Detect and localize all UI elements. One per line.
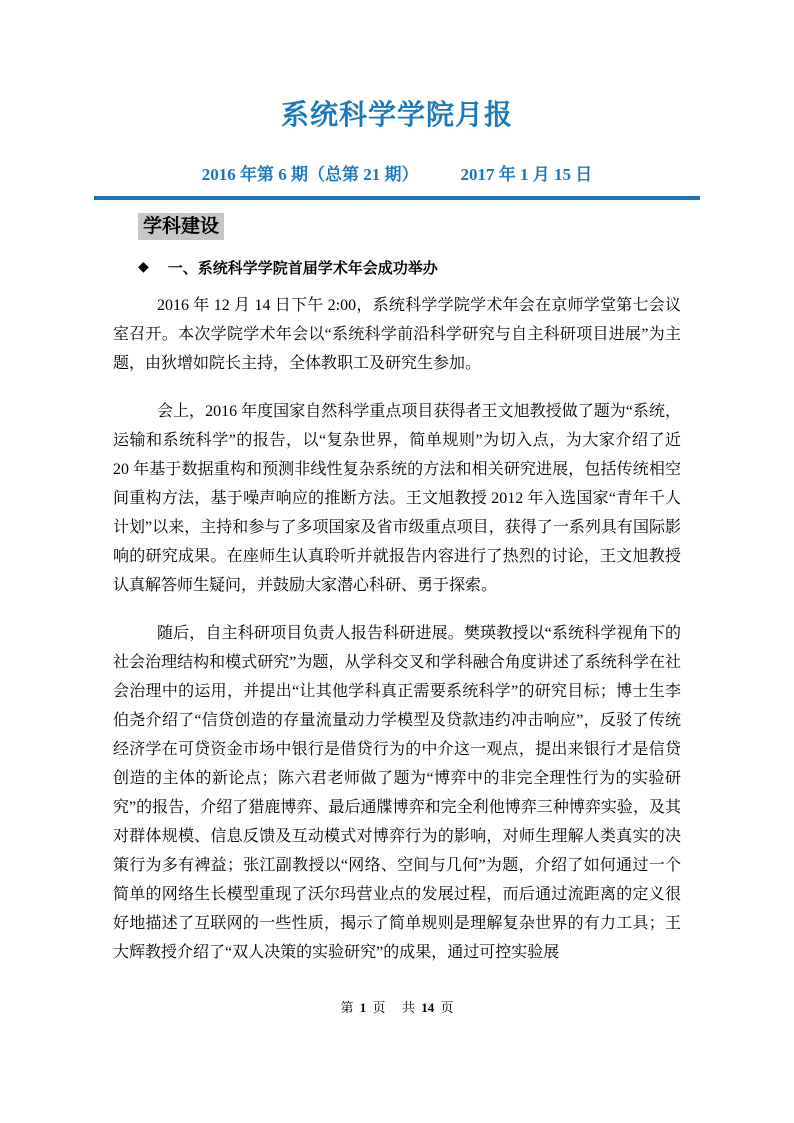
paragraph-3: 随后，自主科研项目负责人报告科研进展。樊瑛教授以“系统科学视角下的社会治理结构和模式研究”为题，从学科交叉和学科融合角度讲述了系统科学在社会治理中的运用，并提出“让其他学科真正需要系统科学”的研究目标；博士生李伯尧介绍了“信贷创造的存量流量动力学模型及贷款违约冲击响应”，反驳了传统经济学在可贷资金市场中银行是借贷行为的中介这一观点，提出来银行才是信贷创造的主体的新论点；陈六君老师做了题为“博弈中的非完全理性行为的实验研究”的报告，介绍了猎鹿博弈、最后通牒博弈和完全利他博弈三种博弈实验，及其对群体规模、信息反馈及互动模式对博弈行为的影响，对师生理解人类真实的决策行为多有裨益；张江副教授以“网络、空间与几何”为题，介绍了如何通过一个简单的网络生长模型重现了沃尔玛营业点的发展过程，而后通过流距离的定义很好地描述了互联网的一些性质，揭示了简单规则是理解复杂世界的有力工具；王大辉教授介绍了“双人决策的实验研究”的成果，通过可控实验展 bbox=[113, 625, 681, 961]
issue-info: 2016 年第 6 期（总第 21 期） bbox=[201, 165, 419, 184]
header-divider-rule bbox=[94, 196, 700, 200]
footer-label-ye2: 页 bbox=[440, 1000, 454, 1015]
page-footer bbox=[0, 997, 794, 1016]
article-heading-row bbox=[138, 257, 794, 278]
current-page-number: 1 bbox=[359, 1000, 367, 1015]
newsletter-title: 系统科学学院月报 bbox=[280, 100, 513, 131]
article-body bbox=[113, 291, 681, 967]
paragraph-2: 会上，2016 年度国家自然科学重点项目获得者王文旭教授做了题为“系统，运输和系统科学”的报告，以“复杂世界，简单规则”为切入点，为大家介绍了近 20 年基于数据重构和预测非线性复杂系统的方法和相关研究进展，包括传统相空间重构方法，基于噪声响应的推断方法。王文旭教授 2012 年入选国家“青年千人计划”以来，主持和参与了多项国家及省市级重点项目，获得了一系列具有国际影响的研究成果。在座师生认真聆听并就报告内容进行了热烈的讨论，王文旭教授认真解答师生疑问，并鼓励大家潜心科研、勇于探索。 bbox=[113, 403, 681, 594]
section-badge-discipline-construction: 学科建设 bbox=[138, 213, 224, 240]
diamond-bullet-icon: ◆ bbox=[138, 259, 149, 275]
paragraph-1: 2016 年 12 月 14 日下午 2:00，系统科学学院学术年会在京师学堂第七会议室召开。本次学院学术年会以“系统科学前沿科学研究与自主科研项目进展”为主题，由狄增如院长主持，全体教职工及研究生参加。 bbox=[113, 297, 681, 372]
total-page-count: 14 bbox=[421, 1000, 435, 1015]
newsletter-subtitle bbox=[0, 160, 794, 185]
issue-date: 2017 年 1 月 15 日 bbox=[460, 165, 593, 184]
section-header-row bbox=[138, 213, 794, 240]
article-heading: 一、系统科学学院首届学术年会成功举办 bbox=[167, 261, 438, 277]
footer-label-di: 第 bbox=[340, 1000, 354, 1015]
footer-label-gong: 共 bbox=[402, 1000, 416, 1015]
footer-label-ye1: 页 bbox=[372, 1000, 386, 1015]
